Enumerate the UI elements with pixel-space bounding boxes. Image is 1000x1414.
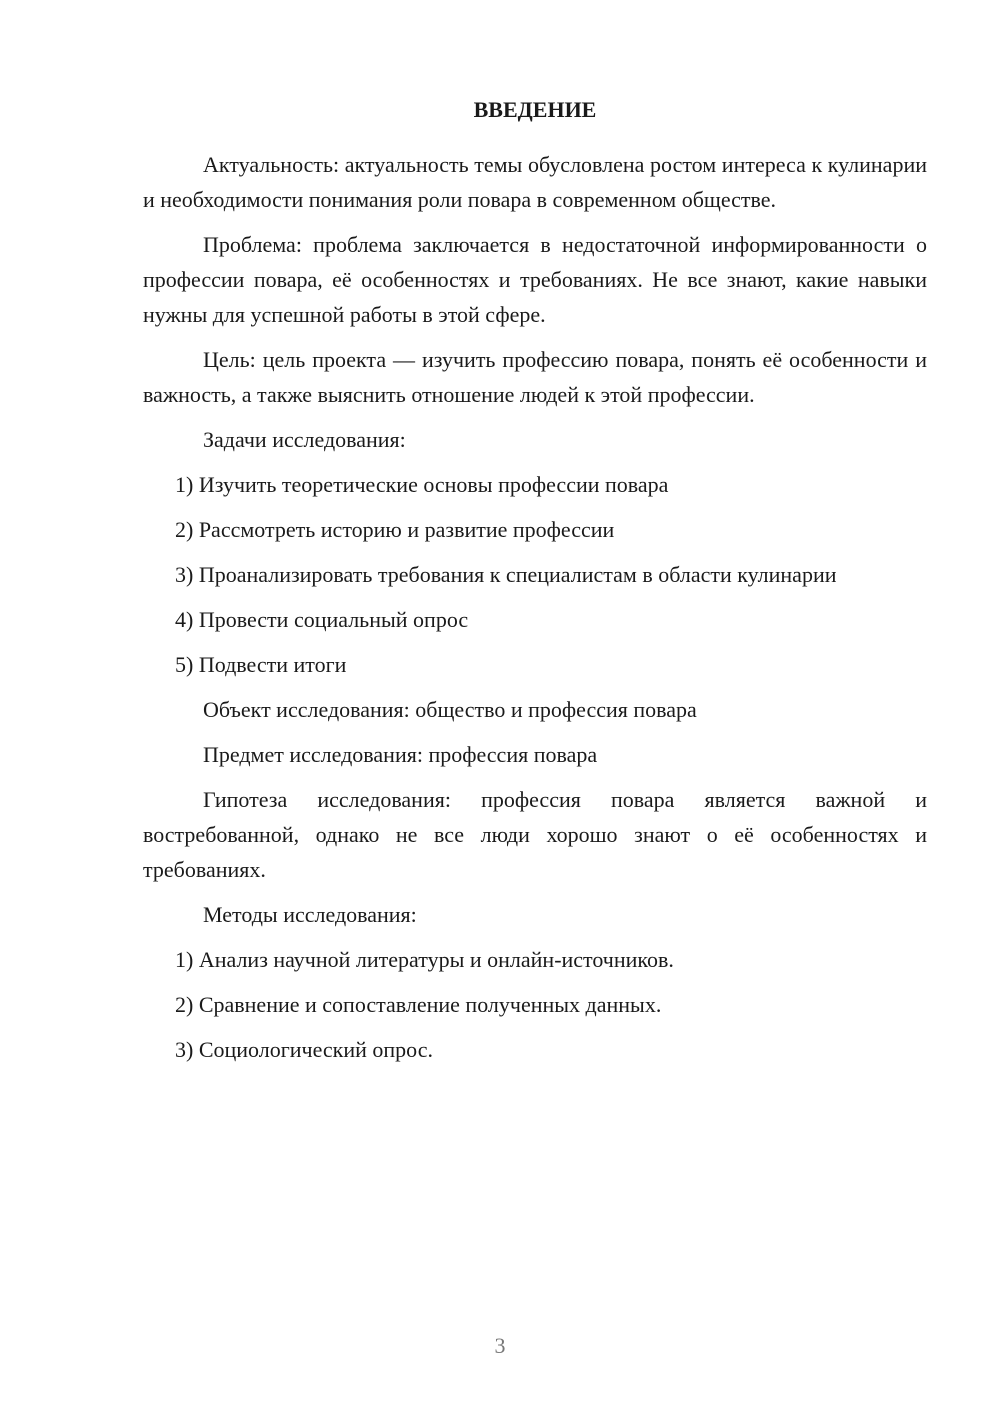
task-item: 1) Изучить теоретические основы профессии повара xyxy=(175,472,669,497)
task-item: 3) Проанализировать требования к специалистам в области кулинарии xyxy=(175,562,837,587)
method-item: 2) Сравнение и сопоставление полученных данных. xyxy=(175,992,662,1017)
method-item: 1) Анализ научной литературы и онлайн-источников. xyxy=(175,947,674,972)
hypothesis-paragraph: Гипотеза исследования: профессия повара является важной и востребованной, однако не все люди хорошо знают о её особенностях и требованиях. xyxy=(143,787,927,882)
relevance-paragraph: Актуальность: актуальность темы обусловлена ростом интереса к кулинарии и необходимости понимания роли повара в современном обществе. xyxy=(143,152,927,212)
goal-paragraph: Цель: цель проекта — изучить профессию повара, понять её особенности и важность, а также выяснить отношение людей к этой профессии. xyxy=(143,347,927,407)
task-item: 2) Рассмотреть историю и развитие профессии xyxy=(175,517,615,542)
task-item: 4) Провести социальный опрос xyxy=(175,607,469,632)
object-paragraph: Объект исследования: общество и профессия повара xyxy=(203,697,697,722)
problem-paragraph: Проблема: проблема заключается в недостаточной информированности о профессии повара, её особенностях и требованиях. Не все знают, какие навыки нужны для успешной работы в этой сфере. xyxy=(143,232,927,327)
subject-paragraph: Предмет исследования: профессия повара xyxy=(203,742,598,767)
tasks-heading: Задачи исследования: xyxy=(203,427,406,452)
section-heading: ВВЕДЕНИЕ xyxy=(473,97,597,122)
methods-heading: Методы исследования: xyxy=(203,902,417,927)
method-item: 3) Социологический опрос. xyxy=(175,1037,433,1062)
page-number: 3 xyxy=(494,1333,506,1358)
task-item: 5) Подвести итоги xyxy=(175,652,347,677)
document-page xyxy=(143,92,927,1077)
